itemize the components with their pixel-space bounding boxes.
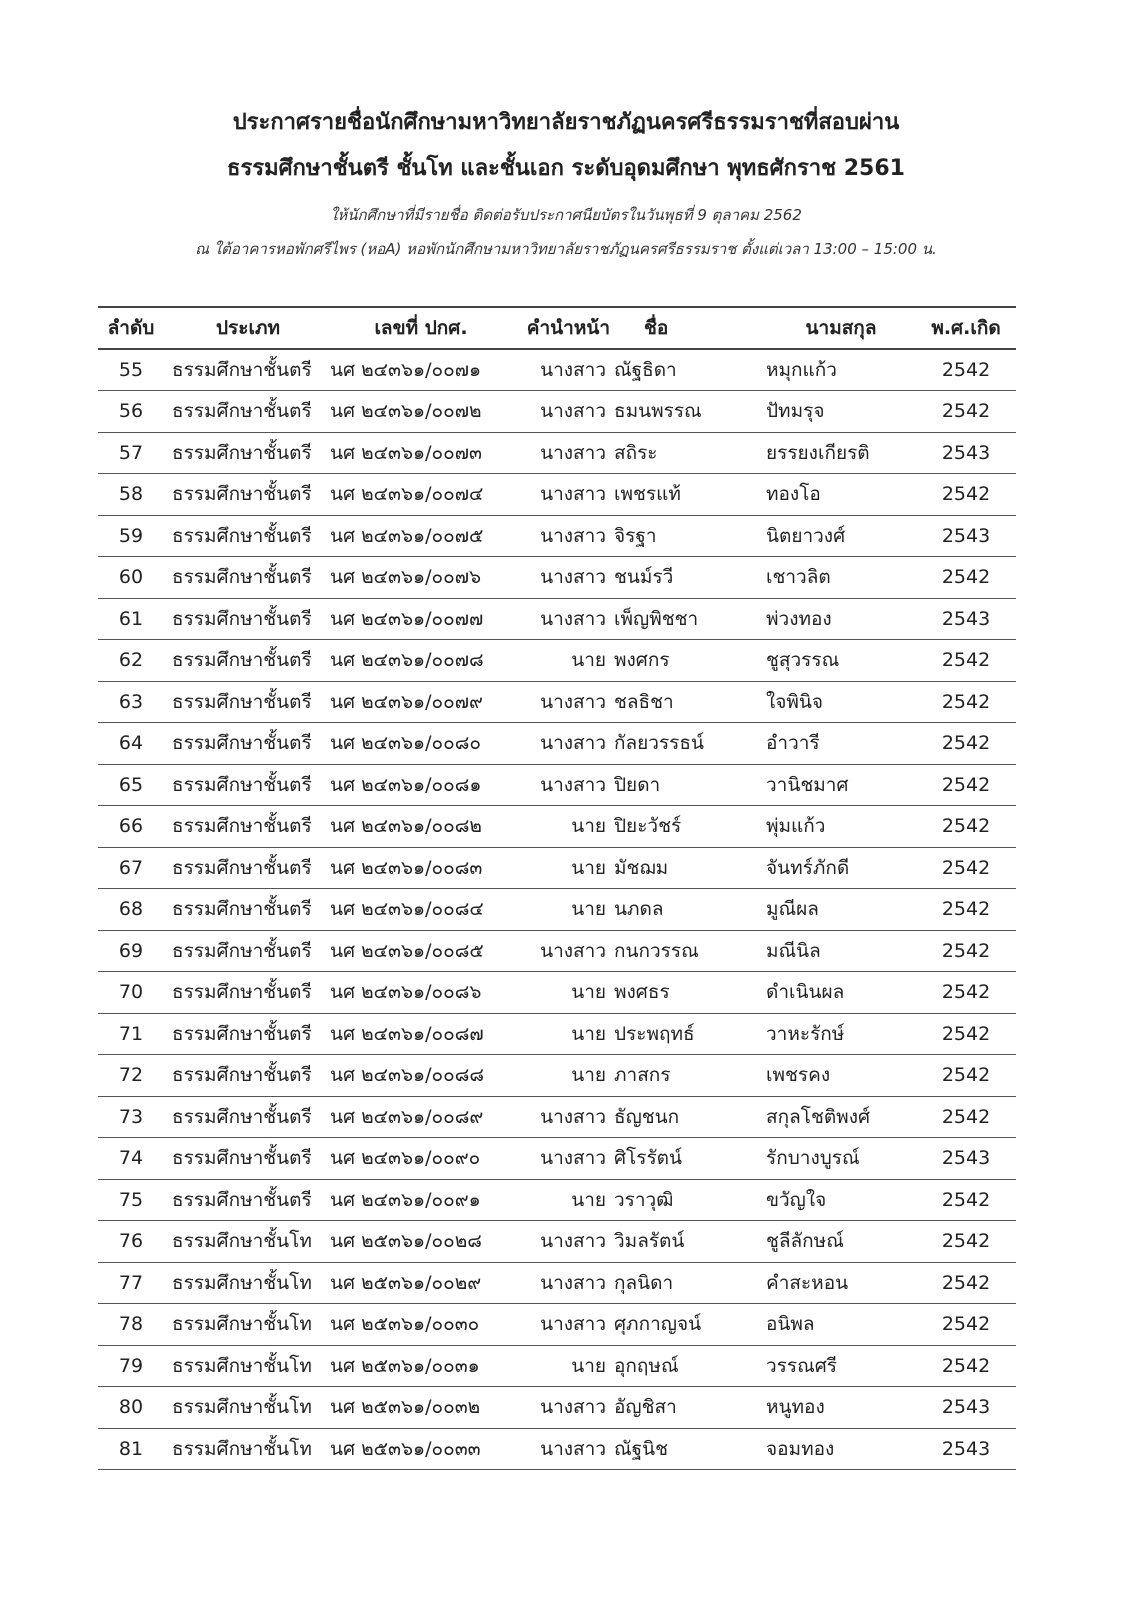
cell-first-name: วราวุฒิ [614,1188,674,1211]
cell-title: นางสาว [540,1230,606,1253]
cell-birth-year: 2542 [941,856,991,879]
cell-cert-number: นศ ๒๔๓๖๑/๐๐๗๗ [330,607,484,630]
cell-type: ธรรมศึกษาชั้นตรี [172,1064,312,1087]
cell-number: 69 [118,939,144,962]
cell-cert-number: นศ ๒๕๓๖๑/๐๐๓๐ [330,1313,480,1336]
cell-birth-year: 2542 [941,1230,991,1253]
table-row [98,1096,1016,1138]
cell-type: ธรรมศึกษาชั้นตรี [172,359,312,381]
cell-cert-number: นศ ๒๔๓๖๑/๐๐๘๕ [330,939,484,962]
table-row [98,598,1016,640]
cell-first-name: จิรฐา [614,524,657,547]
column-header-number: ลำดับ [107,317,155,339]
cell-number: 55 [118,359,144,381]
cell-birth-year: 2542 [941,1188,991,1211]
cell-first-name: ศุภกาญจน์ [614,1313,702,1336]
cell-cert-number: นศ ๒๔๓๖๑/๐๐๘๒ [330,815,482,838]
cell-number: 71 [118,1022,144,1045]
cell-birth-year: 2542 [941,483,991,506]
cell-type: ธรรมศึกษาชั้นโท [172,1437,312,1460]
cell-title: นาย [571,981,606,1004]
cell-surname: เชาวลิต [766,566,831,589]
cell-type: ธรรมศึกษาชั้นตรี [172,607,312,630]
table-row [98,557,1016,599]
cell-surname: นิตยาวงศ์ [766,524,846,547]
cell-title: นาย [571,856,606,879]
cell-cert-number: นศ ๒๔๓๖๑/๐๐๗๑ [330,359,482,381]
cell-number: 58 [118,483,144,506]
cell-birth-year: 2543 [941,1147,991,1170]
cell-first-name: เพชรแท้ [614,483,681,506]
cell-title: นางสาว [540,939,606,962]
cell-type: ธรรมศึกษาชั้นตรี [172,1105,312,1128]
cell-number: 79 [118,1354,144,1377]
column-header-first-name: ชื่อ [644,317,669,339]
cell-title: นางสาว [540,1313,606,1336]
cell-surname: ใจพินิจ [766,690,824,713]
cell-cert-number: นศ ๒๔๓๖๑/๐๐๗๕ [330,524,484,547]
table-header-row [98,307,1016,349]
cell-title: นาย [571,649,606,672]
cell-first-name: ณัฐนิช [614,1437,668,1460]
cell-type: ธรรมศึกษาชั้นตรี [172,1022,312,1045]
cell-surname: คำสะหอน [766,1271,849,1294]
table-row [98,1304,1016,1346]
cell-cert-number: นศ ๒๔๓๖๑/๐๐๗๒ [330,400,482,423]
table-row [98,972,1016,1014]
cell-first-name: กนกวรรณ [614,939,699,962]
cell-title: นางสาว [540,1396,606,1419]
table-row [98,889,1016,931]
table-row [98,1055,1016,1097]
cell-first-name: ชลธิชา [614,690,674,713]
cell-type: ธรรมศึกษาชั้นตรี [172,898,312,921]
cell-type: ธรรมศึกษาชั้นตรี [172,400,312,423]
cell-surname: จอมทอง [766,1437,835,1460]
page-title-line1: ประกาศรายชื่อนักศึกษามหาวิทยาลัยราชภัฏนครศรีธรรมราชที่สอบผ่าน [232,110,900,135]
cell-number: 78 [118,1313,144,1336]
cell-number: 77 [118,1271,144,1294]
cell-type: ธรรมศึกษาชั้นตรี [172,732,312,755]
cell-type: ธรรมศึกษาชั้นตรี [172,815,312,838]
cell-first-name: สถิระ [614,441,658,464]
cell-number: 72 [118,1064,144,1087]
cell-cert-number: นศ ๒๔๓๖๑/๐๐๘๓ [330,856,483,879]
cell-first-name: ภาสกร [614,1064,671,1087]
cell-surname: พ่วงทอง [766,607,832,630]
cell-birth-year: 2542 [941,981,991,1004]
table-row [98,806,1016,848]
cell-type: ธรรมศึกษาชั้นตรี [172,1147,312,1170]
cell-number: 66 [118,815,144,838]
cell-title: นางสาว [540,566,606,589]
cell-birth-year: 2542 [941,566,991,589]
cell-surname: ชูลีลักษณ์ [766,1230,844,1253]
cell-title: นางสาว [540,1105,606,1128]
cell-number: 56 [118,400,144,423]
column-header-birth-year: พ.ศ.เกิด [931,317,1001,339]
cell-cert-number: นศ ๒๔๓๖๑/๐๐๘๗ [330,1022,484,1045]
cell-title: นาย [571,815,606,838]
cell-birth-year: 2542 [941,400,991,423]
cell-surname: อำวารี [766,732,820,755]
table-row [98,1138,1016,1180]
cell-surname: ปัทมรุจ [766,400,825,423]
cell-cert-number: นศ ๒๔๓๖๑/๐๐๗๖ [330,566,482,589]
cell-first-name: มัชฌม [614,856,669,879]
table-row [98,515,1016,557]
cell-number: 80 [118,1396,144,1419]
cell-number: 67 [118,856,144,879]
cell-surname: วรรณศรี [766,1354,837,1377]
cell-number: 63 [118,690,144,713]
cell-type: ธรรมศึกษาชั้นตรี [172,649,312,672]
cell-cert-number: นศ ๒๔๓๖๑/๐๐๙๐ [330,1147,481,1170]
cell-number: 62 [118,649,144,672]
cell-birth-year: 2542 [941,898,991,921]
table-body [98,349,1016,1470]
cell-first-name: พงศธร [614,981,670,1004]
cell-cert-number: นศ ๒๔๓๖๑/๐๐๘๙ [330,1105,484,1128]
cell-surname: ชูสุวรรณ [766,649,840,672]
table-row [98,640,1016,682]
cell-first-name: เพ็ญพิชชา [614,607,699,630]
cell-cert-number: นศ ๒๕๓๖๑/๐๐๓๓ [330,1437,481,1460]
table-row [98,764,1016,806]
cell-first-name: ธมนพรรณ [614,400,702,423]
cell-first-name: อัญชิสา [614,1396,677,1419]
cell-title: นางสาว [540,607,606,630]
cell-title: นางสาว [540,690,606,713]
cell-birth-year: 2542 [941,732,991,755]
cell-type: ธรรมศึกษาชั้นตรี [172,566,312,589]
cell-first-name: ปิยดา [614,773,661,796]
cell-surname: มณีนิล [766,939,821,962]
table-row [98,1345,1016,1387]
table-row [98,1013,1016,1055]
cell-surname: สกุลโชติพงศ์ [766,1105,871,1128]
cell-cert-number: นศ ๒๔๓๖๑/๐๐๗๘ [330,649,484,672]
cell-first-name: กุลนิดา [614,1271,674,1294]
cell-title: นาย [571,898,606,921]
cell-cert-number: นศ ๒๔๓๖๑/๐๐๘๔ [330,898,484,921]
table-row [98,930,1016,972]
cell-cert-number: นศ ๒๔๓๖๑/๐๐๗๓ [330,441,482,464]
table-row [98,1179,1016,1221]
cell-type: ธรรมศึกษาชั้นตรี [172,690,312,713]
cell-cert-number: นศ ๒๕๓๖๑/๐๐๓๑ [330,1354,480,1377]
cell-birth-year: 2542 [941,773,991,796]
cell-cert-number: นศ ๒๕๓๖๑/๐๐๓๒ [330,1396,481,1419]
cell-birth-year: 2542 [941,690,991,713]
cell-number: 61 [118,607,144,630]
cell-type: ธรรมศึกษาชั้นตรี [172,981,312,1004]
cell-cert-number: นศ ๒๔๓๖๑/๐๐๘๑ [330,773,482,796]
column-header-type: ประเภท [215,317,280,339]
cell-cert-number: นศ ๒๕๓๖๑/๐๐๒๘ [330,1230,482,1253]
cell-type: ธรรมศึกษาชั้นโท [172,1271,312,1294]
cell-type: ธรรมศึกษาชั้นตรี [172,773,312,796]
cell-type: ธรรมศึกษาชั้นตรี [172,524,312,547]
cell-surname: วาหะรักษ์ [766,1022,845,1045]
cell-surname: หมุกแก้ว [766,359,837,381]
cell-surname: จันทร์ภักดี [766,856,850,879]
cell-birth-year: 2542 [941,1354,991,1377]
column-header-title: คำนำหน้า [526,317,610,339]
cell-type: ธรรมศึกษาชั้นตรี [172,1188,312,1211]
cell-surname: พุ่มแก้ว [766,815,826,838]
cell-surname: มูณีผล [766,898,819,921]
cell-title: นางสาว [540,773,606,796]
cell-number: 64 [118,732,144,755]
table-row [98,474,1016,516]
cell-title: นาย [571,1188,606,1211]
cell-number: 73 [118,1105,144,1128]
cell-number: 60 [118,566,144,589]
cell-birth-year: 2543 [941,607,991,630]
cell-type: ธรรมศึกษาชั้นตรี [172,441,312,464]
table-row [98,1387,1016,1429]
column-header-surname: นามสกุล [805,317,877,339]
cell-cert-number: นศ ๒๕๓๖๑/๐๐๒๙ [330,1271,482,1294]
cell-surname: ดำเนินผล [766,981,845,1004]
cell-title: นางสาว [540,1147,606,1170]
student-list-table [98,306,1016,1470]
cell-first-name: ธัญชนก [614,1105,680,1128]
cell-birth-year: 2542 [941,359,991,381]
cell-first-name: ชนม์รวี [614,566,674,589]
table-row [98,1262,1016,1304]
cell-cert-number: นศ ๒๔๓๖๑/๐๐๗๙ [330,690,483,713]
cell-birth-year: 2543 [941,441,991,464]
subtitle-line1: ให้นักศึกษาที่มีรายชื่อ ติดต่อรับประกาศนียบัตรในวันพุธที่ 9 ตุลาคม 2562 [330,206,802,224]
cell-first-name: กัลยวรรธน์ [614,732,704,755]
cell-cert-number: นศ ๒๔๓๖๑/๐๐๙๑ [330,1188,481,1211]
table-row [98,349,1016,391]
cell-type: ธรรมศึกษาชั้นโท [172,1313,312,1336]
cell-type: ธรรมศึกษาชั้นตรี [172,483,312,506]
cell-birth-year: 2542 [941,815,991,838]
cell-first-name: พงศกร [614,649,670,672]
cell-title: นางสาว [540,1437,606,1460]
cell-first-name: นภดล [614,898,664,921]
cell-birth-year: 2543 [941,524,991,547]
table-row [98,723,1016,765]
cell-birth-year: 2542 [941,649,991,672]
cell-first-name: ศิโรรัตน์ [614,1147,683,1170]
cell-title: นางสาว [540,359,606,381]
table-row [98,1428,1016,1470]
cell-title: นางสาว [540,483,606,506]
cell-number: 68 [118,898,144,921]
cell-title: นางสาว [540,400,606,423]
cell-surname: ทองโอ [766,483,821,506]
table-row [98,681,1016,723]
cell-first-name: ประพฤทธ์ [614,1022,695,1045]
cell-title: นาย [571,1064,606,1087]
cell-birth-year: 2542 [941,939,991,962]
cell-birth-year: 2542 [941,1064,991,1087]
cell-type: ธรรมศึกษาชั้นโท [172,1354,312,1377]
cell-number: 74 [118,1147,144,1170]
cell-type: ธรรมศึกษาชั้นตรี [172,939,312,962]
cell-title: นางสาว [540,441,606,464]
cell-surname: หนูทอง [766,1396,825,1419]
cell-cert-number: นศ ๒๔๓๖๑/๐๐๗๔ [330,483,484,506]
cell-surname: รักบางบูรณ์ [766,1147,860,1170]
cell-number: 75 [118,1188,144,1211]
table-row [98,432,1016,474]
cell-title: นาย [571,1022,606,1045]
cell-title: นางสาว [540,1271,606,1294]
cell-type: ธรรมศึกษาชั้นโท [172,1230,312,1253]
table-row [98,847,1016,889]
cell-number: 70 [118,981,144,1004]
cell-birth-year: 2543 [941,1437,991,1460]
cell-surname: ยรรยงเกียรติ [766,441,870,464]
cell-first-name: อุกฤษณ์ [614,1354,679,1377]
table-header [98,307,1016,349]
cell-number: 76 [118,1230,144,1253]
cell-cert-number: นศ ๒๔๓๖๑/๐๐๘๘ [330,1064,485,1087]
cell-number: 65 [118,773,144,796]
subtitle-line2: ณ ใต้อาคารหอพักศรีไพร (หอA) หอพักนักศึกษามหาวิทยาลัยราชภัฏนครศรีธรรมราช ตั้งแต่เวลา 13:00 – 15:00 น. [195,240,937,258]
cell-cert-number: นศ ๒๔๓๖๑/๐๐๘๐ [330,732,481,755]
cell-number: 81 [118,1437,144,1460]
cell-first-name: วิมลรัตน์ [614,1230,685,1253]
cell-birth-year: 2542 [941,1271,991,1294]
cell-title: นางสาว [540,732,606,755]
cell-birth-year: 2542 [941,1313,991,1336]
cell-number: 59 [118,524,144,547]
cell-birth-year: 2543 [941,1396,991,1419]
cell-first-name: ณัฐธิดา [614,359,677,381]
cell-surname: วานิชมาศ [766,773,849,796]
page-title-line2: ธรรมศึกษาชั้นตรี ชั้นโท และชั้นเอก ระดับอุดมศึกษา พุทธศักราช 2561 [227,156,905,181]
cell-cert-number: นศ ๒๔๓๖๑/๐๐๘๖ [330,981,482,1004]
cell-type: ธรรมศึกษาชั้นโท [172,1396,312,1419]
cell-surname: เพชรคง [766,1064,831,1087]
cell-title: นางสาว [540,524,606,547]
cell-surname: อนิพล [766,1313,815,1336]
cell-birth-year: 2542 [941,1022,991,1045]
column-header-cert-number: เลขที่ ปกศ. [374,317,468,339]
cell-birth-year: 2542 [941,1105,991,1128]
cell-title: นาย [571,1354,606,1377]
cell-type: ธรรมศึกษาชั้นตรี [172,856,312,879]
table-row [98,1221,1016,1263]
cell-number: 57 [118,441,144,464]
cell-first-name: ปิยะวัชร์ [614,815,682,838]
table-row [98,391,1016,433]
cell-surname: ขวัญใจ [766,1188,827,1211]
